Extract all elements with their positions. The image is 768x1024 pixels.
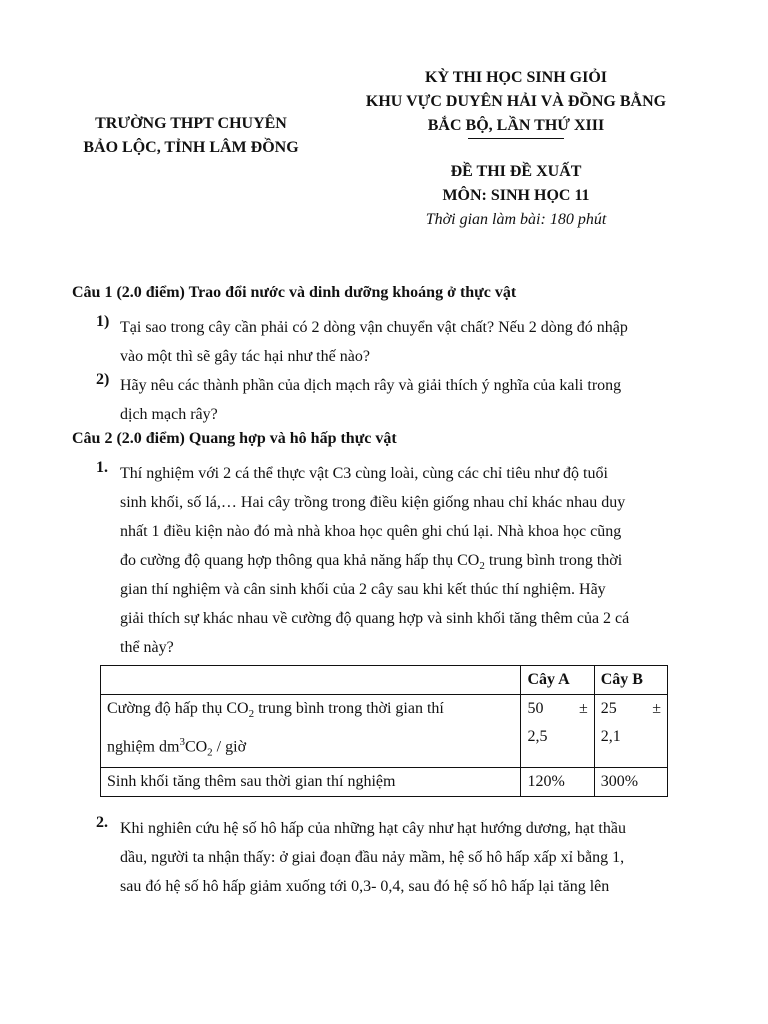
table-row: [101, 767, 668, 796]
q2-item-1-line-2: sinh khối, số lá,… Hai cây trồng trong điều kiện giống nhau chỉ khác nhau duy: [120, 494, 626, 511]
q2-item-2-line-3: sau đó hệ số hô hấp giảm xuống tới 0,3- 0,4, sau đó hệ số hô hấp lại tăng lên: [120, 878, 610, 895]
q2-item-1-line-1: Thí nghiệm với 2 cá thể thực vật C3 cùng loài, cùng các chỉ tiêu như độ tuổi: [120, 465, 608, 482]
q1-item-1-line-2: vào một thì sẽ gây tác hại như thế nào?: [120, 348, 370, 365]
q1-item-1-line-1: Tại sao trong cây cần phải có 2 dòng vận chuyển vật chất? Nếu 2 dòng đó nhập: [120, 319, 628, 336]
results-table: [100, 665, 668, 797]
table-header-cay-b: Cây B: [594, 666, 667, 695]
q2-item-1-number: 1.: [96, 459, 108, 476]
exam-header: [336, 66, 696, 232]
q1-item-2-number: 2): [96, 371, 110, 388]
q2-item-2-line-2: dầu, người ta nhận thấy: ở giai đoạn đầu nảy mầm, hệ số hô hấp xấp xỉ bằng 1,: [120, 849, 625, 866]
school-line-2: BẢO LỘC, TỈNH LÂM ĐỒNG: [83, 139, 299, 156]
time-label: Thời gian làm bài: 180 phút: [425, 211, 607, 228]
question-2-title: Câu 2 (2.0 điểm) Quang hợp và hô hấp thực vật: [72, 430, 397, 447]
q1-item-2-line-2: dịch mạch rây?: [120, 406, 218, 423]
q1-item-1-number: 1): [96, 313, 110, 330]
q2-item-1-line-7: thể này?: [120, 639, 174, 656]
header-spacer: [336, 139, 696, 160]
q2-item-2-number: 2.: [96, 814, 108, 831]
table-row-1-label: Cường độ hấp thụ $CO_2$ trung bình trong thời gian thí nghiệm $dm^3CO_2$ / giờ: [101, 695, 521, 768]
school-name: [56, 112, 326, 160]
q2-item-1-line-6: giải thích sự khác nhau về cường độ quang hợp và sinh khối tăng thêm của 2 cá: [120, 610, 630, 627]
question-1-title: Câu 1 (2.0 điểm) Trao đổi nước và dinh dưỡng khoáng ở thực vật: [72, 284, 517, 301]
q2-item-2-line-1: Khi nghiên cứu hệ số hô hấp của những hạt cây như hạt hướng dương, hạt thầu: [120, 820, 626, 837]
exam-line-3: BẮC BỘ, LẦN THỨ XIII: [427, 117, 605, 134]
table-row-1-cay-a: 50 ± 2,5: [521, 695, 594, 768]
proposal-label: ĐỀ THI ĐỀ XUẤT: [450, 163, 582, 180]
subject-label: MÔN: SINH HỌC 11: [442, 187, 590, 204]
table-header-row: [101, 666, 668, 695]
q2-item-1-line-3: nhất 1 điều kiện nào đó mà nhà khoa học quên ghi chú lại. Nhà khoa học cũng: [120, 523, 622, 540]
exam-line-1: KỲ THI HỌC SINH GIỎI: [425, 69, 607, 86]
exam-line-2: KHU VỰC DUYÊN HẢI VÀ ĐỒNG BẰNG: [365, 93, 667, 110]
table-header-cay-a: Cây A: [521, 666, 594, 695]
table-row-2-cay-b: 300%: [594, 767, 667, 796]
table-row: [101, 695, 668, 768]
table-row-2-cay-a: 120%: [521, 767, 594, 796]
table-header-empty: [101, 666, 521, 695]
q2-item-1-line-4: đo cường độ quang hợp thông qua khả năng hấp thụ $CO_2$ trung bình trong thời: [120, 552, 623, 573]
q2-item-1-line-5: gian thí nghiệm và cân sinh khối của 2 cây sau khi kết thúc thí nghiệm. Hãy: [120, 581, 606, 598]
school-line-1: TRƯỜNG THPT CHUYÊN: [95, 115, 287, 132]
table-row-1-cay-b: 25 ± 2,1: [594, 695, 667, 768]
q1-item-2-line-1: Hãy nêu các thành phần của dịch mạch rây và giải thích ý nghĩa của kali trong: [120, 377, 622, 394]
table-row-2-label: Sinh khối tăng thêm sau thời gian thí nghiệm: [101, 767, 521, 796]
